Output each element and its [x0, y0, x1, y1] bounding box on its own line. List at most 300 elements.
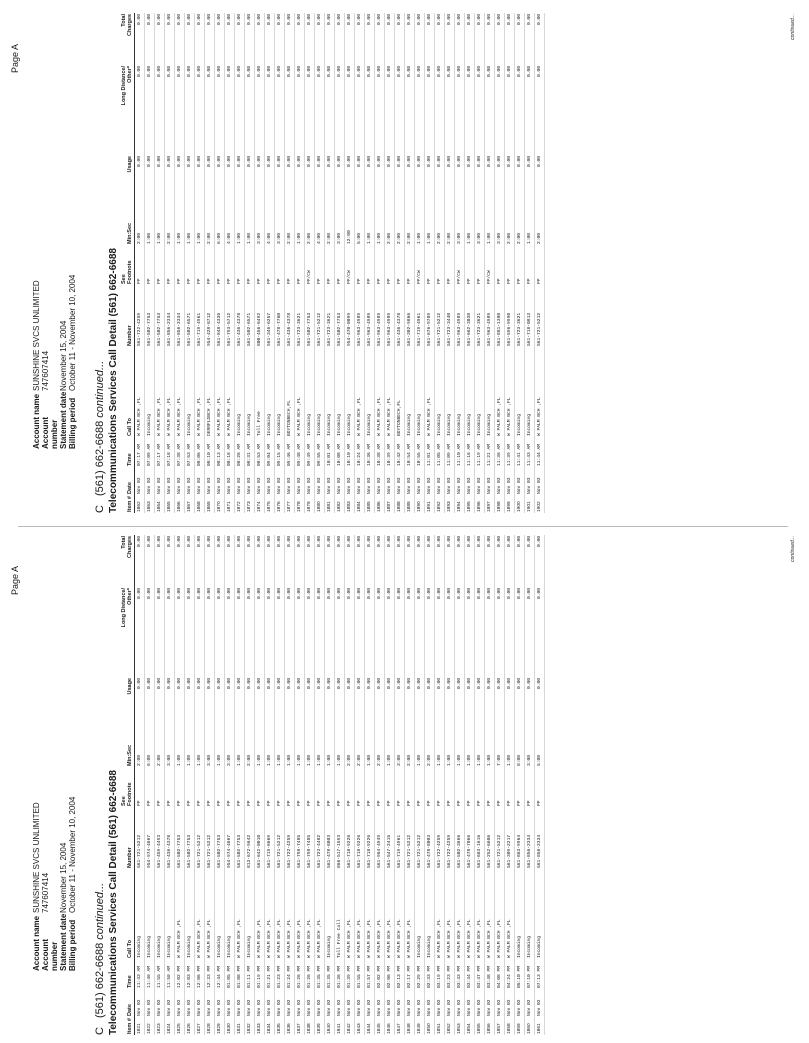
table-row: [305, 535, 315, 1035]
cell-time: 11:46 AM: [147, 965, 152, 988]
cell-date: Nov 02: [317, 999, 322, 1016]
cell-footnote: PP: [197, 278, 202, 284]
cell-number: 561-721-5212: [417, 834, 422, 868]
cell-minsec: 2:00: [407, 232, 412, 244]
cell-date: Nov 02: [307, 999, 312, 1016]
cell-date: Nov 02: [197, 999, 202, 1016]
cell-long-distance: 0.00: [397, 588, 402, 600]
cell-total: 0.00: [397, 536, 402, 548]
table-row: [335, 535, 345, 1035]
cell-call-to: W PALM BCH ,FL: [297, 919, 302, 958]
cell-item: 1861: [537, 1023, 542, 1034]
table-row: [285, 13, 295, 513]
cell-number: 561-881-1380: [497, 312, 502, 346]
cell-minsec: 3:00: [167, 754, 172, 766]
cell-call-to: W PALM BCH ,FL: [357, 919, 362, 958]
cell-time: 02:02 PM: [377, 965, 382, 988]
cell-footnote: PP: [147, 800, 152, 806]
cell-item: 1884: [357, 501, 362, 512]
cell-time: 01:55 PM: [357, 965, 362, 988]
table-row: [515, 535, 525, 1035]
cell-usage: 0.00: [417, 678, 422, 690]
cell-call-to: Incoming: [517, 413, 522, 436]
cell-footnote: PP: [377, 800, 382, 806]
cell-time: 03:19 PM: [437, 965, 442, 988]
cell-date: Nov 02: [327, 999, 332, 1016]
cell-item: 1833: [257, 1023, 262, 1034]
cell-usage: 0.00: [517, 678, 522, 690]
cell-total: 0.00: [137, 14, 142, 26]
cell-total: 0.00: [187, 536, 192, 548]
cell-footnote: PP/CW: [457, 270, 462, 284]
cell-number: 561-964-4949: [377, 834, 382, 868]
cell-usage: 0.00: [187, 678, 192, 690]
col-see: See: [121, 274, 127, 284]
table-row: [195, 535, 205, 1035]
cell-total: 0.00: [257, 536, 262, 548]
cell-number: 561-436-4378: [287, 312, 292, 346]
cell-number: 561-502-7753: [177, 834, 182, 868]
cell-item: 1895: [467, 501, 472, 512]
cell-footnote: PP: [257, 278, 262, 284]
cell-usage: 0.00: [327, 156, 332, 168]
cell-number: 561-718-9226: [357, 834, 362, 868]
cell-minsec: 1:00: [377, 232, 382, 244]
cell-long-distance: 0.00: [277, 66, 282, 78]
cell-long-distance: 0.00: [187, 588, 192, 600]
table-row: [325, 535, 335, 1035]
cell-long-distance: 0.00: [357, 66, 362, 78]
cell-total: 0.00: [287, 536, 292, 548]
cell-footnote: PP: [397, 800, 402, 806]
cell-long-distance: 0.00: [147, 588, 152, 600]
col-minsec: Min:Sec: [121, 727, 135, 767]
cell-number: 561-721-5212: [137, 834, 142, 868]
cell-usage: 0.00: [457, 678, 462, 690]
cell-footnote: PP: [317, 800, 322, 806]
cell-footnote: PP: [497, 278, 502, 284]
account-name-row: [32, 275, 41, 449]
cell-call-to: W PALM BCH ,FL: [197, 919, 202, 958]
cell-item: 1837: [297, 1023, 302, 1034]
cell-minsec: 1:00: [387, 754, 392, 766]
cell-minsec: 1:00: [337, 754, 342, 766]
cell-item: 1842: [347, 1023, 352, 1034]
cell-call-to: W PALM BCH ,FL: [177, 397, 182, 436]
cell-time: 01:35 PM: [317, 965, 322, 988]
cell-item: 1856: [487, 1023, 492, 1034]
cell-call-to: W PALM BCH ,FL: [477, 919, 482, 958]
cell-date: Nov 02: [377, 999, 382, 1016]
cell-call-to: Incoming: [147, 935, 152, 958]
table-row: [505, 535, 515, 1035]
cell-usage: 0.00: [317, 678, 322, 690]
cell-long-distance: 0.00: [337, 66, 342, 78]
col-charges-label: Charges: [127, 536, 133, 559]
cell-minsec: 3:00: [397, 754, 402, 766]
cell-item: 1860: [527, 1023, 532, 1034]
col-charges-label: Charges: [127, 14, 133, 37]
cell-call-to: W PALM BCH ,FL: [457, 919, 462, 958]
cell-usage: 0.00: [227, 156, 232, 168]
col-footnote: [121, 245, 135, 285]
table-row: [275, 13, 285, 513]
cell-total: 0.00: [417, 14, 422, 26]
cell-minsec: 1:00: [367, 232, 372, 244]
cell-call-to: Incoming: [327, 413, 332, 436]
table-row: [135, 13, 145, 513]
account-name-value: SUNSHINE SVCS UNLIMITED: [32, 802, 41, 913]
cell-total: 0.00: [317, 536, 322, 548]
cell-item: 1838: [307, 1023, 312, 1034]
cell-total: 0.00: [497, 536, 502, 548]
cell-date: Nov 02: [397, 999, 402, 1016]
cell-call-to: Incoming: [527, 413, 532, 436]
cell-time: 02:06 PM: [387, 965, 392, 988]
col-usage: Usage: [121, 677, 135, 727]
cell-item: 1881: [327, 501, 332, 512]
cell-footnote: PP: [387, 278, 392, 284]
cell-number: 561-856-2334: [527, 834, 532, 868]
cell-call-to: W PALM BCH ,FL: [437, 919, 442, 958]
cell-usage: 0.00: [427, 156, 432, 168]
cell-total: 0.00: [467, 536, 472, 548]
cell-long-distance: 0.00: [207, 66, 212, 78]
table-row: [485, 13, 495, 513]
cell-number: 561-722-4259: [447, 834, 452, 868]
cell-usage: 0.00: [167, 678, 172, 690]
cell-number: 561-642-0010: [257, 834, 262, 868]
cell-long-distance: 0.00: [537, 66, 542, 78]
cell-total: 0.00: [137, 536, 142, 548]
table-row: [445, 13, 455, 513]
continued-footer: continued...: [790, 536, 796, 562]
table-row: [175, 535, 185, 1035]
table-row: [305, 13, 315, 513]
cell-call-to: Incoming: [227, 935, 232, 958]
account-number-row: [41, 275, 59, 449]
cell-call-to: Incoming: [277, 413, 282, 436]
cell-minsec: 8:00: [517, 754, 522, 766]
cell-call-to: Incoming: [447, 413, 452, 436]
cell-time: 10:38 AM: [377, 443, 382, 466]
cell-footnote: PP: [137, 278, 142, 284]
cell-long-distance: 0.00: [237, 66, 242, 78]
cell-minsec: 2:00: [437, 232, 442, 244]
cell-time: 12:44 PM: [217, 965, 222, 988]
cell-total: 0.00: [267, 14, 272, 26]
cell-time: 11:05 AM: [437, 443, 442, 466]
col-total: [121, 13, 135, 65]
cell-time: 08:10 AM: [207, 443, 212, 466]
account-number-row: [41, 797, 59, 971]
table-row: [375, 535, 385, 1035]
col-usage: Usage: [121, 155, 135, 205]
cell-minsec: 1:00: [327, 754, 332, 766]
cell-time: 09:04 AM: [267, 443, 272, 466]
cell-item: 1880: [317, 501, 322, 512]
table-row: [365, 13, 375, 513]
cell-usage: 0.00: [397, 678, 402, 690]
cell-usage: 0.00: [197, 156, 202, 168]
cell-number: 561-721-5212: [317, 312, 322, 346]
cell-long-distance: 0.00: [307, 588, 312, 600]
cell-usage: 0.00: [267, 678, 272, 690]
cell-item: 1897: [487, 501, 492, 512]
cell-usage: 0.00: [287, 156, 292, 168]
table-row: [325, 13, 335, 513]
cell-usage: 0.00: [497, 156, 502, 168]
table-row: [475, 13, 485, 513]
cell-total: 0.00: [337, 536, 342, 548]
cell-total: 0.00: [307, 536, 312, 548]
cell-total: 0.00: [197, 14, 202, 26]
cell-time: 03:44 PM: [467, 965, 472, 988]
cell-total: 0.00: [467, 14, 472, 26]
cell-usage: 0.00: [147, 678, 152, 690]
cell-number: 561-309-2217: [507, 834, 512, 868]
cell-usage: 0.00: [417, 156, 422, 168]
cell-number: 561-722-4259: [437, 834, 442, 868]
cell-time: 11:43 AM: [527, 443, 532, 466]
table-row: [345, 13, 355, 513]
cell-item: 1858: [507, 1023, 512, 1034]
cell-item: 1870: [217, 501, 222, 512]
cell-minsec: 4:00: [267, 232, 272, 244]
cell-item: 1828: [207, 1023, 212, 1034]
table-row: [255, 13, 265, 513]
col-ld-label: Long Distance/: [121, 588, 127, 628]
cell-long-distance: 0.00: [437, 588, 442, 600]
cell-footnote: PP: [137, 800, 142, 806]
cell-minsec: 7:00: [497, 754, 502, 766]
cell-time: 10:39 AM: [387, 443, 392, 466]
cell-item: 1894: [457, 501, 462, 512]
cell-item: 1836: [287, 1023, 292, 1034]
cell-date: Nov 03: [377, 477, 382, 494]
cell-minsec: 2:00: [167, 232, 172, 244]
table-row: [175, 13, 185, 513]
cell-long-distance: 0.00: [427, 66, 432, 78]
cell-call-to: DERRFLDBCH ,FL: [207, 397, 212, 436]
cell-time: 12:03 PM: [187, 965, 192, 988]
statement-date-value: November 15, 2004: [59, 320, 68, 391]
cell-usage: 0.00: [257, 156, 262, 168]
cell-item: 1843: [357, 1023, 362, 1034]
cell-number: 800-456-6492: [257, 312, 262, 346]
cell-total: 0.00: [367, 536, 372, 548]
cell-footnote: PP: [177, 800, 182, 806]
cell-call-to: Incoming: [217, 935, 222, 958]
cell-total: 0.00: [147, 536, 152, 548]
cell-item: 1855: [477, 1023, 482, 1034]
cell-number: 561-856-2334: [177, 312, 182, 346]
cell-date: Nov 03: [537, 477, 542, 494]
cell-minsec: 2:00: [357, 754, 362, 766]
cell-item: 1865: [167, 501, 172, 512]
cell-date: Nov 03: [317, 477, 322, 494]
cell-footnote: PP: [427, 278, 432, 284]
cell-date: Nov 02: [217, 999, 222, 1016]
cell-long-distance: 0.00: [197, 588, 202, 600]
cell-item: 1823: [157, 1023, 162, 1034]
cell-number: 561-502-7753: [187, 834, 192, 868]
cell-time: 12:06 PM: [197, 965, 202, 988]
cell-number: 561-719-4961: [397, 834, 402, 868]
table-row: [525, 535, 535, 1035]
cell-total: 0.00: [177, 536, 182, 548]
cell-long-distance: 0.00: [497, 66, 502, 78]
account-name-label: Account name: [32, 393, 41, 449]
cell-item: 1853: [457, 1023, 462, 1034]
cell-date: Nov 02: [247, 999, 252, 1016]
cell-minsec: 2:00: [377, 754, 382, 766]
table-row: [415, 13, 425, 513]
cell-call-to: Toll Free: [257, 411, 262, 436]
cell-footnote: PP: [167, 278, 172, 284]
cell-time: 01:26 PM: [297, 965, 302, 988]
cell-long-distance: 0.00: [167, 66, 172, 78]
cell-time: 11:01 AM: [427, 443, 432, 466]
cell-long-distance: 0.00: [467, 66, 472, 78]
cell-number: 561-722-4259: [287, 834, 292, 868]
cell-minsec: 3:00: [257, 232, 262, 244]
cell-number: 813-672-9642: [247, 834, 252, 868]
cell-footnote: PP: [177, 278, 182, 284]
table-row: [225, 13, 235, 513]
cell-long-distance: 0.00: [447, 588, 452, 600]
cell-usage: 0.00: [157, 156, 162, 168]
cell-time: 01:19 PM: [257, 965, 262, 988]
cell-usage: 0.00: [207, 678, 212, 690]
cell-date: Nov 03: [477, 477, 482, 494]
cell-footnote: PP: [337, 278, 342, 284]
cell-footnote: PP: [507, 278, 512, 284]
table-row: [515, 13, 525, 513]
cell-minsec: 5:00: [357, 232, 362, 244]
cell-item: 1898: [497, 501, 502, 512]
cell-usage: 0.00: [277, 678, 282, 690]
cell-footnote: PP/CW: [347, 270, 352, 284]
cell-footnote: PP: [537, 278, 542, 284]
cell-number: 561-718-9226: [347, 834, 352, 868]
cell-total: 0.00: [537, 14, 542, 26]
cell-footnote: PP: [507, 800, 512, 806]
table-row: [215, 535, 225, 1035]
cell-total: 0.00: [457, 14, 462, 26]
table-row: [345, 535, 355, 1035]
cell-number: 954-428-8712: [207, 312, 212, 346]
cell-call-to: W PALM BCH ,FL: [507, 919, 512, 958]
cell-time: 01:36 PM: [337, 965, 342, 988]
cell-minsec: 1:00: [467, 754, 472, 766]
cell-total: 0.00: [397, 14, 402, 26]
cell-call-to: Incoming: [167, 935, 172, 958]
cell-time: 07:13 PM: [537, 965, 542, 988]
col-number: Number: [121, 807, 135, 869]
cell-call-to: W PALM BCH ,FL: [377, 397, 382, 436]
cell-footnote: PP: [387, 800, 392, 806]
cell-total: 0.00: [217, 14, 222, 26]
cell-item: 1888: [397, 501, 402, 512]
cell-number: 561-963-4989: [357, 312, 362, 346]
cell-date: Nov 03: [397, 477, 402, 494]
cell-item: 1839: [317, 1023, 322, 1034]
table-row: [185, 535, 195, 1035]
cell-call-to: W PALM BCH ,FL: [447, 919, 452, 958]
cell-time: 10:01 AM: [327, 443, 332, 466]
cell-footnote: PP: [207, 278, 212, 284]
table-row: [435, 13, 445, 513]
cell-item: 1849: [417, 1023, 422, 1034]
cell-usage: 0.00: [357, 156, 362, 168]
table-row: [365, 535, 375, 1035]
cell-item: 1821: [137, 1023, 142, 1034]
account-info: [32, 275, 77, 449]
table-row: [355, 13, 365, 513]
cell-long-distance: 0.00: [487, 588, 492, 600]
cell-item: 1850: [427, 1023, 432, 1034]
table-row: [285, 535, 295, 1035]
cell-item: 1901: [527, 501, 532, 512]
table-row: [165, 535, 175, 1035]
cell-total: 0.00: [147, 14, 152, 26]
cell-footnote: PP: [217, 800, 222, 806]
billing-period-row: [68, 797, 77, 971]
col-call-to: Call To: [121, 347, 135, 437]
cell-usage: 0.00: [147, 156, 152, 168]
cell-number: 561-502-7753: [237, 834, 242, 868]
table-row: [385, 13, 395, 513]
cell-date: Nov 03: [517, 477, 522, 494]
cell-item: 1891: [427, 501, 432, 512]
cell-usage: 0.00: [537, 156, 542, 168]
cell-footnote: PP: [207, 800, 212, 806]
cell-long-distance: 0.00: [477, 588, 482, 600]
cell-item: 1879: [307, 501, 312, 512]
cell-total: 0.00: [517, 536, 522, 548]
cell-number: 561-719-4961: [417, 312, 422, 346]
col-long-distance: [121, 65, 135, 155]
table-row: [425, 13, 435, 513]
cell-item: 1878: [297, 501, 302, 512]
cell-date: Nov 02: [187, 999, 192, 1016]
cell-item: 1857: [497, 1023, 502, 1034]
cell-minsec: 1:00: [507, 754, 512, 766]
cell-date: Nov 02: [447, 999, 452, 1016]
cell-long-distance: 0.00: [287, 66, 292, 78]
statement-date-label: Statement date: [59, 391, 68, 449]
cell-number: 561-863-9964: [517, 834, 522, 868]
cell-usage: 0.00: [457, 156, 462, 168]
cell-call-to: Incoming: [237, 413, 242, 436]
cell-usage: 0.00: [327, 678, 332, 690]
col-ld-label: Long Distance/: [121, 66, 127, 106]
cell-usage: 0.00: [237, 678, 242, 690]
cell-total: 0.00: [497, 14, 502, 26]
cell-minsec: 1:00: [247, 232, 252, 244]
cell-usage: 0.00: [497, 678, 502, 690]
cell-item: 1832: [247, 1023, 252, 1034]
table-row: [195, 13, 205, 513]
cell-call-to: BOYTONBECH,FL: [287, 400, 292, 436]
cell-usage: 0.00: [207, 156, 212, 168]
cell-number: 561-963-4989: [387, 312, 392, 346]
col-total-label: Total: [121, 14, 127, 27]
cell-minsec: 1:00: [427, 232, 432, 244]
cell-call-to: W PALM BCH ,FL: [287, 919, 292, 958]
table-row: [245, 13, 255, 513]
